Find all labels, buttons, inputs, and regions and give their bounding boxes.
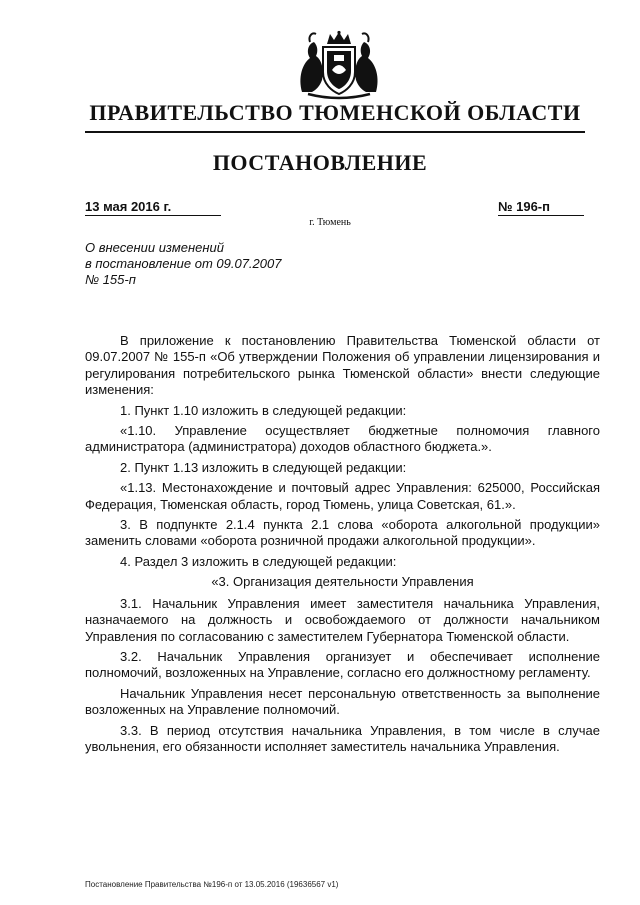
title-divider — [85, 131, 585, 133]
coat-of-arms-icon — [294, 30, 384, 100]
document-body — [85, 333, 600, 755]
document-date: 13 мая 2016 г. — [85, 199, 221, 216]
subject-line: № 155-п — [85, 272, 136, 287]
organization-title: ПРАВИТЕЛЬСТВО ТЮМЕНСКОЙ ОБЛАСТИ — [89, 100, 581, 125]
document-type: ПОСТАНОВЛЕНИЕ — [212, 150, 428, 175]
body-paragraph: «1.10. Управление осуществляет бюджетные полномочия главного администратора (администратора) доходов областного бюджета.». — [85, 423, 600, 455]
body-paragraph: «1.13. Местонахождение и почтовый адрес Управления: 625000, Российская Федерация, Тюменская область, город Тюмень, улица Советская, 61.». — [85, 480, 600, 512]
body-paragraph: 1. Пункт 1.10 изложить в следующей редакции: — [120, 402, 407, 418]
document-footer: Постановление Правительства №196-п от 13.05.2016 (19636567 v1) — [85, 880, 339, 889]
body-paragraph: 3.3. В период отсутствия начальника Управления, в том числе в случае увольнения, его обязанности исполняет заместитель начальника Управления. — [85, 722, 600, 754]
body-paragraph: 4. Раздел 3 изложить в следующей редакции: — [120, 553, 397, 569]
body-paragraph: 3. В подпункте 2.1.4 пункта 2.1 слова «оборота алкогольной продукции» заменить словами «оборота розничной продажи алкогольной продукции». — [85, 517, 600, 549]
subject-line: О внесении изменений — [85, 240, 224, 255]
subject-line: в постановление от 09.07.2007 — [85, 256, 282, 271]
document-number: № 196-п — [498, 199, 584, 216]
body-paragraph: 3.1. Начальник Управления имеет заместителя начальника Управления, назначаемого на должность и освобождаемого от должности начальником Управления по согласованию с заместителем Губернатора Тюменской области. — [85, 595, 600, 644]
section-heading: «3. Организация деятельности Управления — [211, 574, 474, 590]
document-subject — [85, 240, 345, 288]
document-city: г. Тюмень — [309, 217, 351, 228]
body-paragraph: 3.2. Начальник Управления организует и обеспечивает исполнение полномочий, возложенных на Управление, согласно его должностному регламенту. — [85, 648, 600, 681]
body-paragraph: 2. Пункт 1.13 изложить в следующей редакции: — [120, 459, 407, 475]
body-paragraph: Начальник Управления несет персональную ответственность за выполнение возложенных на Управление полномочий. — [85, 685, 600, 718]
body-paragraph: В приложение к постановлению Правительства Тюменской области от 09.07.2007 № 155-п «Об утверждении Положения об управлении лицензирования и регулирования потребительского рынка Тюменской области» внести следующие изменения: — [85, 333, 600, 398]
